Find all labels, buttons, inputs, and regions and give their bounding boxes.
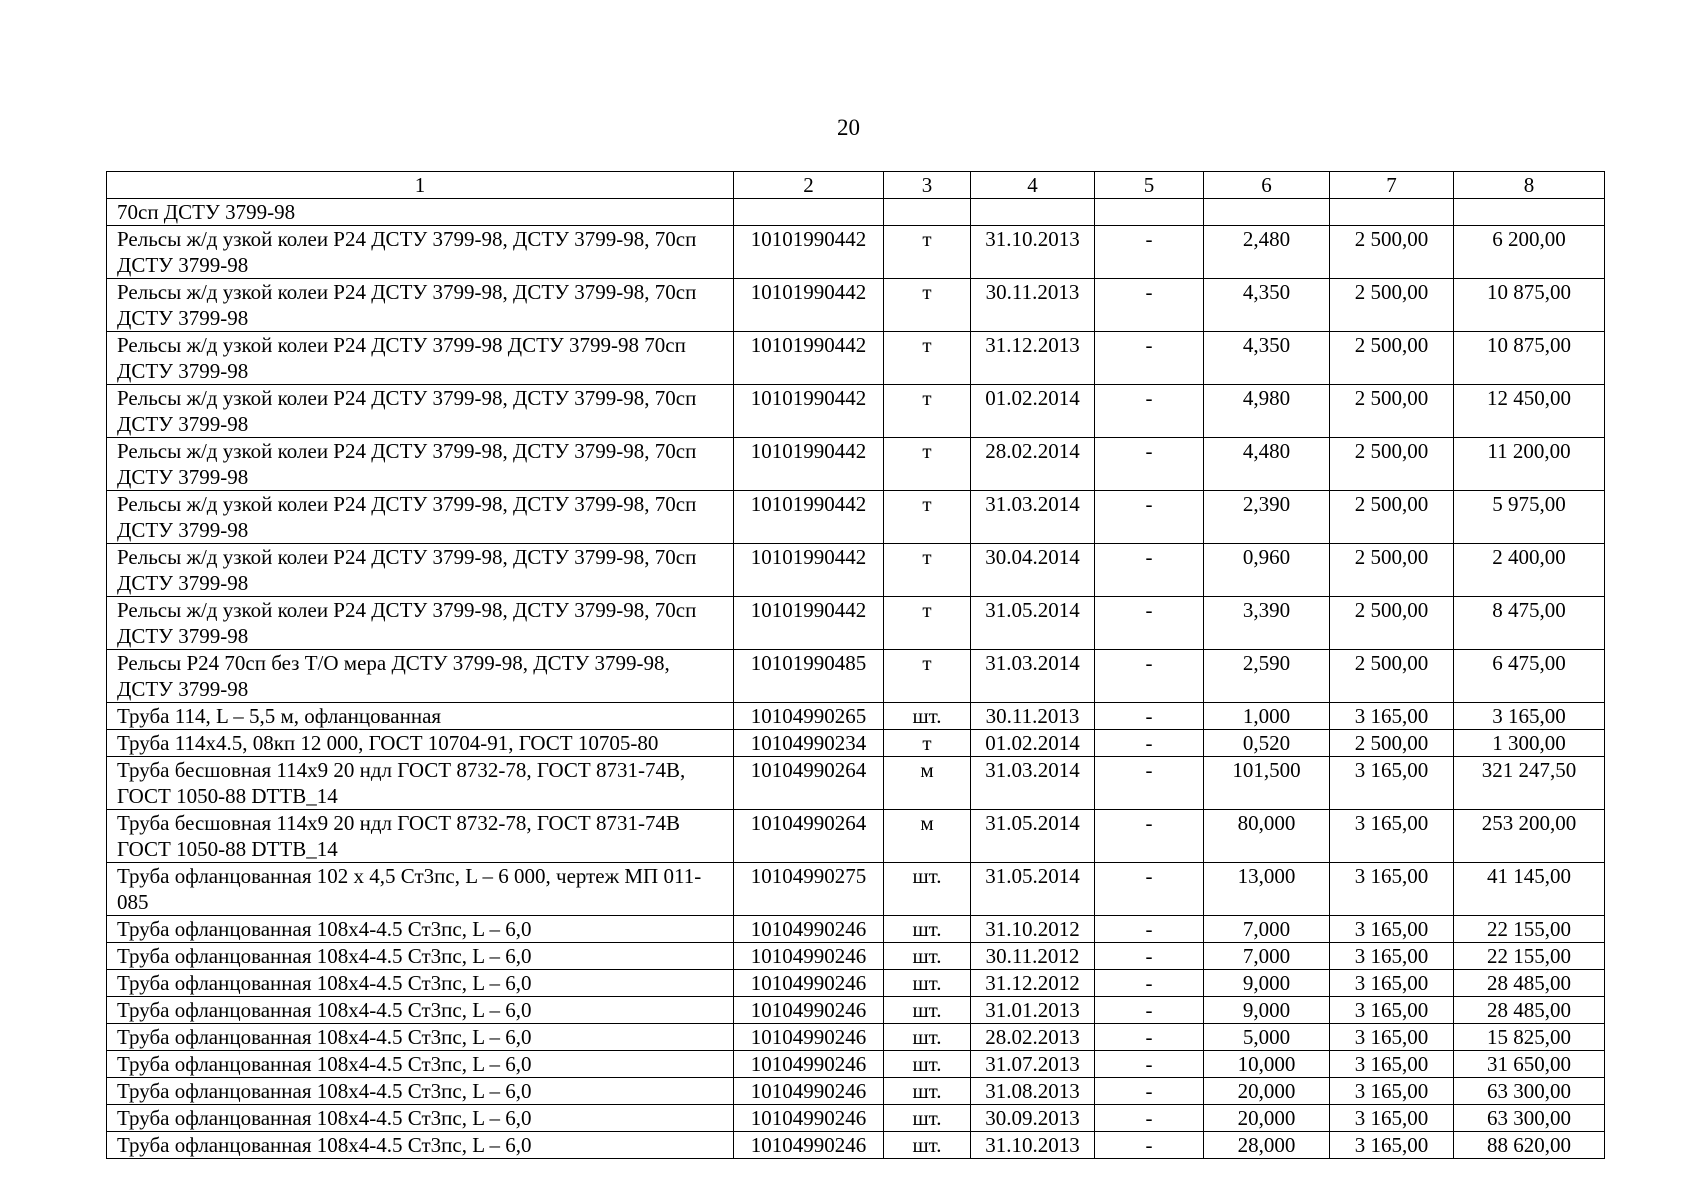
quantity-cell: 2,480 — [1204, 226, 1330, 279]
price-cell: 3 165,00 — [1330, 997, 1454, 1024]
date-cell: 30.11.2013 — [971, 279, 1095, 332]
date-cell: 31.12.2012 — [971, 970, 1095, 997]
column-5-cell: - — [1095, 943, 1204, 970]
unit-cell: шт. — [884, 916, 971, 943]
date-cell: 31.05.2014 — [971, 810, 1095, 863]
item-name-cell: Труба бесшовная 114x9 20 ндл ГОСТ 8732-78, ГОСТ 8731-74В ГОСТ 1050-88 DTTB_14 — [107, 810, 734, 863]
column-header: 2 — [734, 172, 884, 199]
item-name-cell: Рельсы ж/д узкой колеи Р24 ДСТУ 3799-98, ДСТУ 3799-98, 70сп ДСТУ 3799-98 — [107, 597, 734, 650]
column-5-cell: - — [1095, 810, 1204, 863]
item-name-cell: Рельсы ж/д узкой колеи Р24 ДСТУ 3799-98 ДСТУ 3799-98 70сп ДСТУ 3799-98 — [107, 332, 734, 385]
quantity-cell: 20,000 — [1204, 1105, 1330, 1132]
item-code-cell: 10104990264 — [734, 757, 884, 810]
unit-cell: т — [884, 332, 971, 385]
column-header: 1 — [107, 172, 734, 199]
table-row — [107, 199, 1605, 226]
price-cell: 2 500,00 — [1330, 650, 1454, 703]
table-row — [107, 810, 1605, 863]
unit-cell: м — [884, 757, 971, 810]
sum-cell: 2 400,00 — [1454, 544, 1605, 597]
unit-cell: т — [884, 385, 971, 438]
sum-cell: 41 145,00 — [1454, 863, 1605, 916]
sum-cell: 31 650,00 — [1454, 1051, 1605, 1078]
table-row — [107, 1051, 1605, 1078]
table-row — [107, 703, 1605, 730]
item-name-cell: Труба офланцованная 108x4-4.5 Ст3пс, L – 6,0 — [107, 1132, 734, 1159]
price-cell: 2 500,00 — [1330, 491, 1454, 544]
item-name-cell: Рельсы ж/д узкой колеи Р24 ДСТУ 3799-98, ДСТУ 3799-98, 70сп ДСТУ 3799-98 — [107, 279, 734, 332]
item-code-cell: 10104990246 — [734, 1024, 884, 1051]
date-cell: 31.03.2014 — [971, 757, 1095, 810]
quantity-cell: 20,000 — [1204, 1078, 1330, 1105]
sum-cell: 63 300,00 — [1454, 1078, 1605, 1105]
date-cell: 31.10.2013 — [971, 1132, 1095, 1159]
date-cell: 01.02.2014 — [971, 385, 1095, 438]
price-cell: 2 500,00 — [1330, 226, 1454, 279]
unit-cell: т — [884, 438, 971, 491]
column-header: 5 — [1095, 172, 1204, 199]
item-name-cell: Труба офланцованная 102 x 4,5 Ст3пс, L – 6 000, чертеж МП 011-085 — [107, 863, 734, 916]
quantity-cell: 2,590 — [1204, 650, 1330, 703]
unit-cell: шт. — [884, 1078, 971, 1105]
quantity-cell: 5,000 — [1204, 1024, 1330, 1051]
sum-cell: 6 200,00 — [1454, 226, 1605, 279]
item-name-cell: Труба 114, L – 5,5 м, офланцованная — [107, 703, 734, 730]
price-cell — [1330, 199, 1454, 226]
column-5-cell: - — [1095, 1105, 1204, 1132]
sum-cell: 11 200,00 — [1454, 438, 1605, 491]
sum-cell: 1 300,00 — [1454, 730, 1605, 757]
item-code-cell: 10104990264 — [734, 810, 884, 863]
item-code-cell: 10101990485 — [734, 650, 884, 703]
item-name-cell: Рельсы ж/д узкой колеи Р24 ДСТУ 3799-98, ДСТУ 3799-98, 70сп ДСТУ 3799-98 — [107, 491, 734, 544]
quantity-cell: 1,000 — [1204, 703, 1330, 730]
price-cell: 3 165,00 — [1330, 1078, 1454, 1105]
price-cell: 3 165,00 — [1330, 757, 1454, 810]
date-cell: 28.02.2014 — [971, 438, 1095, 491]
column-5-cell: - — [1095, 1024, 1204, 1051]
quantity-cell: 2,390 — [1204, 491, 1330, 544]
unit-cell — [884, 199, 971, 226]
column-header: 7 — [1330, 172, 1454, 199]
item-name-cell: Труба офланцованная 108x4-4.5 Ст3пс, L – 6,0 — [107, 997, 734, 1024]
unit-cell: т — [884, 650, 971, 703]
date-cell: 31.03.2014 — [971, 491, 1095, 544]
table-row — [107, 970, 1605, 997]
date-cell: 31.10.2013 — [971, 226, 1095, 279]
sum-cell: 5 975,00 — [1454, 491, 1605, 544]
item-code-cell: 10104990275 — [734, 863, 884, 916]
page-number: 20 — [837, 115, 860, 140]
item-code-cell: 10101990442 — [734, 279, 884, 332]
table-header-row — [107, 172, 1605, 199]
item-code-cell: 10104990246 — [734, 943, 884, 970]
sum-cell: 15 825,00 — [1454, 1024, 1605, 1051]
column-5-cell: - — [1095, 597, 1204, 650]
quantity-cell: 0,960 — [1204, 544, 1330, 597]
inventory-table — [106, 171, 1605, 1159]
item-name-cell: Труба бесшовная 114x9 20 ндл ГОСТ 8732-78, ГОСТ 8731-74В, ГОСТ 1050-88 DTTB_14 — [107, 757, 734, 810]
sum-cell — [1454, 199, 1605, 226]
column-header: 4 — [971, 172, 1095, 199]
table-row — [107, 863, 1605, 916]
quantity-cell: 4,350 — [1204, 279, 1330, 332]
table-row — [107, 757, 1605, 810]
unit-cell: т — [884, 279, 971, 332]
unit-cell: шт. — [884, 997, 971, 1024]
date-cell: 30.11.2013 — [971, 703, 1095, 730]
column-5-cell: - — [1095, 1051, 1204, 1078]
quantity-cell: 4,350 — [1204, 332, 1330, 385]
column-5-cell: - — [1095, 757, 1204, 810]
column-5-cell: - — [1095, 279, 1204, 332]
quantity-cell: 4,480 — [1204, 438, 1330, 491]
column-header: 8 — [1454, 172, 1605, 199]
column-5-cell: - — [1095, 438, 1204, 491]
date-cell: 28.02.2013 — [971, 1024, 1095, 1051]
table-row — [107, 1105, 1605, 1132]
quantity-cell: 9,000 — [1204, 970, 1330, 997]
sum-cell: 12 450,00 — [1454, 385, 1605, 438]
column-5-cell: - — [1095, 1078, 1204, 1105]
item-code-cell: 10101990442 — [734, 491, 884, 544]
table-row — [107, 1024, 1605, 1051]
table-row — [107, 544, 1605, 597]
date-cell: 01.02.2014 — [971, 730, 1095, 757]
unit-cell: шт. — [884, 1051, 971, 1078]
item-code-cell — [734, 199, 884, 226]
column-5-cell: - — [1095, 970, 1204, 997]
price-cell: 3 165,00 — [1330, 1132, 1454, 1159]
price-cell: 3 165,00 — [1330, 970, 1454, 997]
column-5-cell: - — [1095, 491, 1204, 544]
table-row — [107, 332, 1605, 385]
item-code-cell: 10104990246 — [734, 1078, 884, 1105]
table-row — [107, 438, 1605, 491]
sum-cell: 22 155,00 — [1454, 943, 1605, 970]
quantity-cell: 28,000 — [1204, 1132, 1330, 1159]
price-cell: 3 165,00 — [1330, 703, 1454, 730]
item-name-cell: Труба офланцованная 108x4-4.5 Ст3пс, L – 6,0 — [107, 1105, 734, 1132]
sum-cell: 253 200,00 — [1454, 810, 1605, 863]
price-cell: 3 165,00 — [1330, 1024, 1454, 1051]
quantity-cell: 9,000 — [1204, 997, 1330, 1024]
date-cell: 31.10.2012 — [971, 916, 1095, 943]
item-code-cell: 10101990442 — [734, 597, 884, 650]
table-row — [107, 597, 1605, 650]
sum-cell: 6 475,00 — [1454, 650, 1605, 703]
price-cell: 2 500,00 — [1330, 279, 1454, 332]
quantity-cell: 4,980 — [1204, 385, 1330, 438]
price-cell: 2 500,00 — [1330, 730, 1454, 757]
price-cell: 2 500,00 — [1330, 385, 1454, 438]
item-code-cell: 10101990442 — [734, 226, 884, 279]
sum-cell: 3 165,00 — [1454, 703, 1605, 730]
date-cell: 30.09.2013 — [971, 1105, 1095, 1132]
item-code-cell: 10104990246 — [734, 1105, 884, 1132]
quantity-cell: 13,000 — [1204, 863, 1330, 916]
date-cell: 30.11.2012 — [971, 943, 1095, 970]
item-code-cell: 10101990442 — [734, 544, 884, 597]
table-row — [107, 1078, 1605, 1105]
table-row — [107, 997, 1605, 1024]
column-5-cell: - — [1095, 916, 1204, 943]
column-5-cell: - — [1095, 544, 1204, 597]
table-row — [107, 650, 1605, 703]
item-name-cell: Труба 114x4.5, 08кп 12 000, ГОСТ 10704-91, ГОСТ 10705-80 — [107, 730, 734, 757]
price-cell: 3 165,00 — [1330, 916, 1454, 943]
quantity-cell: 3,390 — [1204, 597, 1330, 650]
column-5-cell: - — [1095, 1132, 1204, 1159]
unit-cell: т — [884, 730, 971, 757]
quantity-cell: 80,000 — [1204, 810, 1330, 863]
item-code-cell: 10104990246 — [734, 970, 884, 997]
table-row — [107, 943, 1605, 970]
quantity-cell — [1204, 199, 1330, 226]
price-cell: 3 165,00 — [1330, 943, 1454, 970]
unit-cell: шт. — [884, 1024, 971, 1051]
item-code-cell: 10104990234 — [734, 730, 884, 757]
item-name-cell: Труба офланцованная 108x4-4.5 Ст3пс, L – 6,0 — [107, 943, 734, 970]
sum-cell: 10 875,00 — [1454, 279, 1605, 332]
column-header: 6 — [1204, 172, 1330, 199]
item-code-cell: 10101990442 — [734, 385, 884, 438]
sum-cell: 63 300,00 — [1454, 1105, 1605, 1132]
table-body — [107, 172, 1605, 1159]
column-5-cell: - — [1095, 863, 1204, 916]
sum-cell: 28 485,00 — [1454, 970, 1605, 997]
unit-cell: шт. — [884, 943, 971, 970]
sum-cell: 28 485,00 — [1454, 997, 1605, 1024]
price-cell: 3 165,00 — [1330, 863, 1454, 916]
item-name-cell: Рельсы ж/д узкой колеи Р24 ДСТУ 3799-98, ДСТУ 3799-98, 70сп ДСТУ 3799-98 — [107, 385, 734, 438]
column-5-cell: - — [1095, 730, 1204, 757]
item-code-cell: 10101990442 — [734, 332, 884, 385]
date-cell: 31.08.2013 — [971, 1078, 1095, 1105]
unit-cell: т — [884, 597, 971, 650]
item-code-cell: 10104990265 — [734, 703, 884, 730]
table-row — [107, 226, 1605, 279]
date-cell: 30.04.2014 — [971, 544, 1095, 597]
item-name-cell: Труба офланцованная 108x4-4.5 Ст3пс, L – 6,0 — [107, 1078, 734, 1105]
item-name-cell: Рельсы ж/д узкой колеи Р24 ДСТУ 3799-98, ДСТУ 3799-98, 70сп ДСТУ 3799-98 — [107, 544, 734, 597]
unit-cell: м — [884, 810, 971, 863]
table-row — [107, 279, 1605, 332]
date-cell: 31.05.2014 — [971, 597, 1095, 650]
table-row — [107, 491, 1605, 544]
price-cell: 3 165,00 — [1330, 1051, 1454, 1078]
column-5-cell: - — [1095, 226, 1204, 279]
unit-cell: т — [884, 226, 971, 279]
unit-cell: шт. — [884, 970, 971, 997]
price-cell: 2 500,00 — [1330, 438, 1454, 491]
sum-cell: 321 247,50 — [1454, 757, 1605, 810]
item-name-cell: Труба офланцованная 108x4-4.5 Ст3пс, L – 6,0 — [107, 1024, 734, 1051]
date-cell: 31.12.2013 — [971, 332, 1095, 385]
date-cell: 31.03.2014 — [971, 650, 1095, 703]
column-5-cell: - — [1095, 650, 1204, 703]
item-code-cell: 10101990442 — [734, 438, 884, 491]
date-cell: 31.05.2014 — [971, 863, 1095, 916]
unit-cell: шт. — [884, 1132, 971, 1159]
item-name-cell: Рельсы ж/д узкой колеи Р24 ДСТУ 3799-98, ДСТУ 3799-98, 70сп ДСТУ 3799-98 — [107, 438, 734, 491]
item-name-cell: Труба офланцованная 108x4-4.5 Ст3пс, L – 6,0 — [107, 970, 734, 997]
item-code-cell: 10104990246 — [734, 1132, 884, 1159]
item-code-cell: 10104990246 — [734, 1051, 884, 1078]
quantity-cell: 7,000 — [1204, 916, 1330, 943]
column-5-cell: - — [1095, 332, 1204, 385]
item-name-cell: Труба офланцованная 108x4-4.5 Ст3пс, L – 6,0 — [107, 916, 734, 943]
item-code-cell: 10104990246 — [734, 997, 884, 1024]
column-5-cell: - — [1095, 703, 1204, 730]
price-cell: 3 165,00 — [1330, 1105, 1454, 1132]
unit-cell: т — [884, 491, 971, 544]
sum-cell: 22 155,00 — [1454, 916, 1605, 943]
date-cell: 31.01.2013 — [971, 997, 1095, 1024]
column-5-cell: - — [1095, 385, 1204, 438]
price-cell: 2 500,00 — [1330, 597, 1454, 650]
table-row — [107, 730, 1605, 757]
table-row — [107, 385, 1605, 438]
price-cell: 3 165,00 — [1330, 810, 1454, 863]
table-row — [107, 916, 1605, 943]
unit-cell: шт. — [884, 863, 971, 916]
item-name-cell: Рельсы ж/д узкой колеи Р24 ДСТУ 3799-98, ДСТУ 3799-98, 70сп ДСТУ 3799-98 — [107, 226, 734, 279]
date-cell — [971, 199, 1095, 226]
quantity-cell: 0,520 — [1204, 730, 1330, 757]
quantity-cell: 7,000 — [1204, 943, 1330, 970]
unit-cell: шт. — [884, 1105, 971, 1132]
unit-cell: т — [884, 544, 971, 597]
date-cell: 31.07.2013 — [971, 1051, 1095, 1078]
price-cell: 2 500,00 — [1330, 544, 1454, 597]
table-row — [107, 1132, 1605, 1159]
item-name-cell: Труба офланцованная 108x4-4.5 Ст3пс, L – 6,0 — [107, 1051, 734, 1078]
quantity-cell: 101,500 — [1204, 757, 1330, 810]
item-name-cell: Рельсы Р24 70сп без Т/О мера ДСТУ 3799-98, ДСТУ 3799-98, ДСТУ 3799-98 — [107, 650, 734, 703]
quantity-cell: 10,000 — [1204, 1051, 1330, 1078]
item-code-cell: 10104990246 — [734, 916, 884, 943]
unit-cell: шт. — [884, 703, 971, 730]
column-5-cell: - — [1095, 997, 1204, 1024]
item-name-cell: 70сп ДСТУ 3799-98 — [107, 199, 734, 226]
column-5-cell — [1095, 199, 1204, 226]
price-cell: 2 500,00 — [1330, 332, 1454, 385]
sum-cell: 8 475,00 — [1454, 597, 1605, 650]
sum-cell: 10 875,00 — [1454, 332, 1605, 385]
column-header: 3 — [884, 172, 971, 199]
sum-cell: 88 620,00 — [1454, 1132, 1605, 1159]
